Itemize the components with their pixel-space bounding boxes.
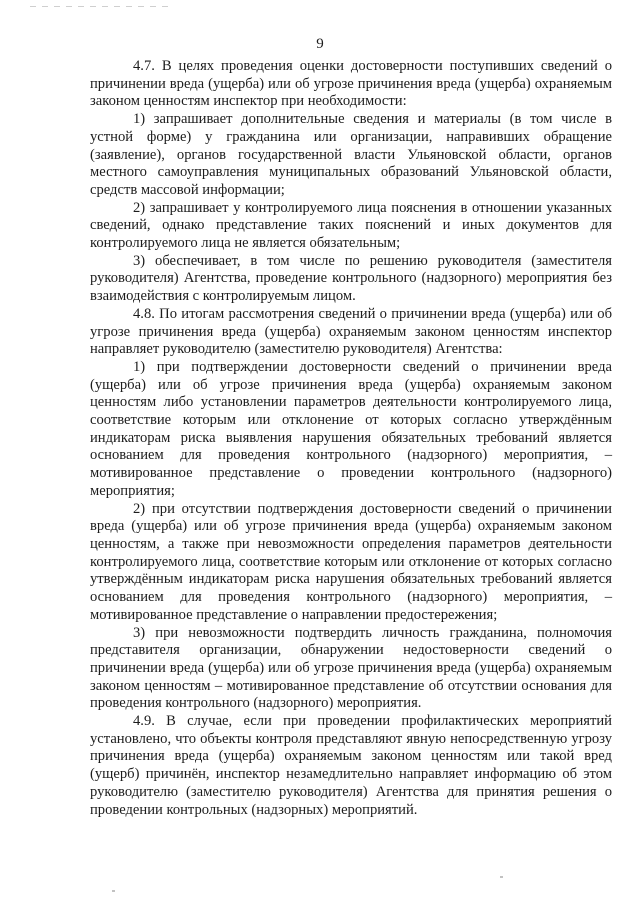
document-body <box>90 58 612 819</box>
paragraph-4-7: 4.7. В целях проведения оценки достоверности поступивших сведений о причинении вреда (ущерба) или об угрозе причинения вреда (ущерба) охраняемым законом ценностям инспектор при необходимости: <box>90 58 612 110</box>
paragraph-4-9: 4.9. В случае, если при проведении профилактических мероприятий установлено, что объекты контроля представляют явную непосредственную угрозу причинения вреда (ущерба) охраняемым законом ценностям или такой вред (ущерб) причинён, инспектор незамедлительно направляет информацию об этом руководителю (заместителю руководителя) Агентства для принятия решения о проведении контрольных (надзорных) мероприятий. <box>90 713 612 818</box>
paragraph-4-8-item-1: 1) при подтверждении достоверности сведений о причинении вреда (ущерба) или об угрозе причинения вреда (ущерба) охраняемым законом ценностям либо установлении параметров деятельности контролируемого лица, соответствие которым или отклонение от которых согласно утверждённым индикаторам риска выявления нарушения обязательных требований является основанием для проведения контрольного (надзорного) мероприятия, – мотивированное представление о проведении контрольного (надзорного) мероприятия; <box>90 358 612 499</box>
paragraph-4-7-item-2: 2) запрашивает у контролируемого лица пояснения в отношении указанных сведений, однако представление таких пояснений и иных документов для контролируемого лица не является обязательным; <box>90 199 612 252</box>
paragraph-4-8-item-2: 2) при отсутствии подтверждения достоверности сведений о причинении вреда (ущерба) или об угрозе причинения вреда (ущерба) охраняемым законом ценностям, а также при невозможности определения параметров деятельности контролируемого лица, соответствие которым или отклонение от которых согласно утверждённым индикаторам риска нарушения обязательных требований является основанием для проведения контрольного (надзорного) мероприятия, – мотивированное представление о направлении предостережения; <box>90 500 612 623</box>
scan-artifact-line <box>30 6 170 7</box>
paragraph-4-7-item-3: 3) обеспечивает, в том числе по решению руководителя (заместителя руководителя) Агентства, проведение контрольного (надзорного) мероприятия без взаимодействия с контролируемым лицом. <box>90 252 612 305</box>
scan-speck <box>112 890 115 892</box>
page-number: 9 <box>316 36 324 52</box>
paragraph-4-8: 4.8. По итогам рассмотрения сведений о причинении вреда (ущерба) или об угрозе причинения вреда (ущерба) охраняемым законом ценностям инспектор направляет руководителю (заместителю руководителя) Агентства: <box>90 305 612 358</box>
scan-speck <box>500 876 503 878</box>
paragraph-4-8-item-3: 3) при невозможности подтвердить личность гражданина, полномочия представителя организации, обнаружении недостоверности сведений о причинении вреда (ущерба) или об угрозе причинения вреда (ущерба) охраняемым законом ценностям – мотивированное представление об отсутствии основания для проведения контрольного (надзорного) мероприятия. <box>90 624 612 712</box>
paragraph-4-7-item-1: 1) запрашивает дополнительные сведения и материалы (в том числе в устной форме) у гражданина или организации, направивших обращение (заявление), органов государственной власти Ульяновской области, органов местного самоуправления муниципальных образований Ульяновской области, средств массовой информации; <box>90 111 612 198</box>
